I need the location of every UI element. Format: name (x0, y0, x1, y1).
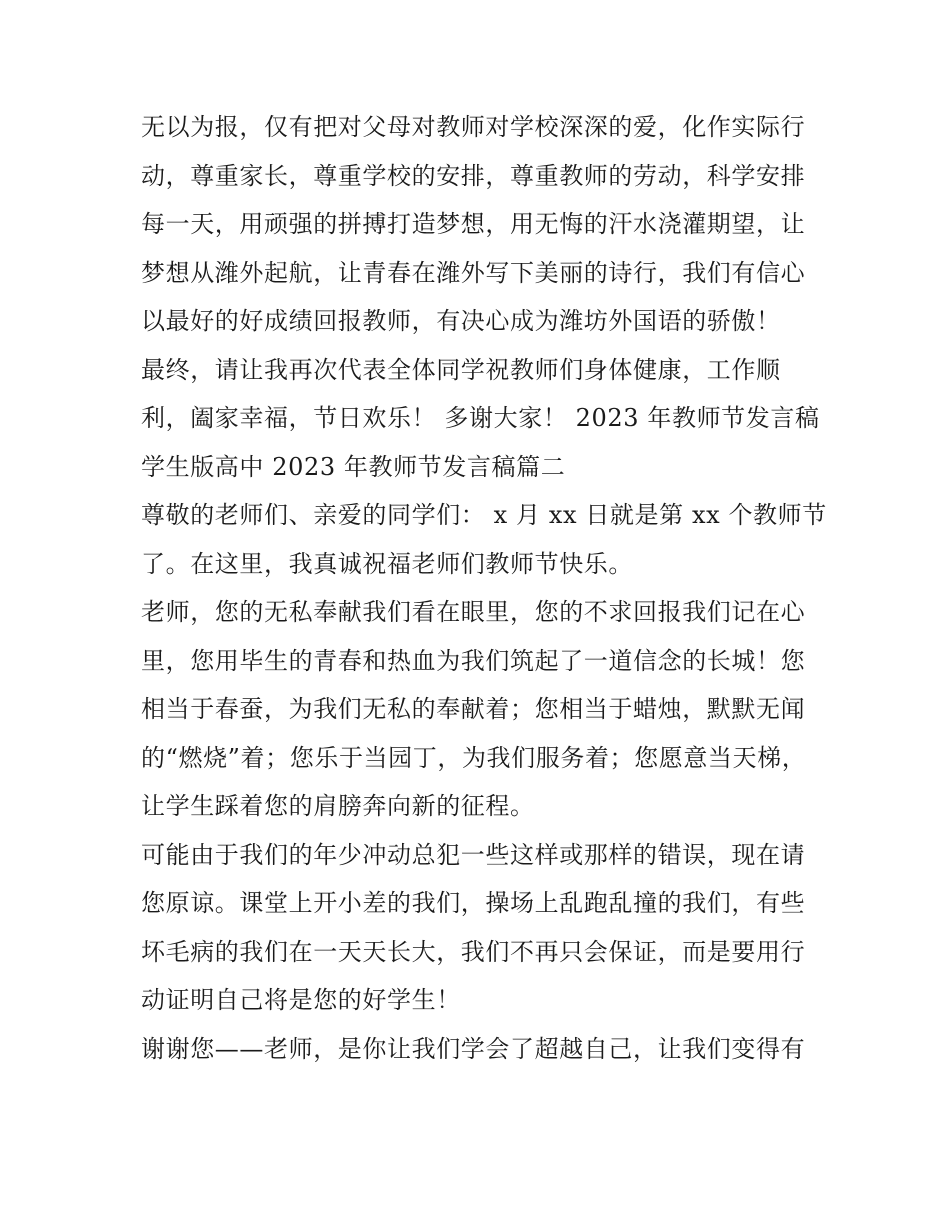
text-line: 了。在这里，我真诚祝福老师们教师节快乐。 (141, 549, 633, 578)
text-line: 尊敬的老师们、亲爱的同学们： x 月 xx 日就是第 xx 个教师节 (141, 501, 827, 529)
text-line: 动证明自己将是您的好学生！ (141, 986, 461, 1014)
text-line: 里，您用毕生的青春和热血为我们筑起了一道信念的长城！您 (141, 646, 806, 675)
text-line: 谢谢您——老师，是你让我们学会了超越自己，让我们变得有 (141, 1034, 806, 1063)
text-line: 以最好的好成绩回报教师，有决心成为潍坊外国语的骄傲！ (141, 307, 781, 335)
text-line: 的“燃烧”着；您乐于当园丁，为我们服务着；您愿意当天梯， (141, 743, 807, 772)
text-line: 可能由于我们的年少冲动总犯一些这样或那样的错误，现在请 (141, 840, 806, 869)
text-line: 您原谅。课堂上开小差的我们，操场上乱跑乱撞的我们，有些 (141, 889, 806, 917)
text-line: 每一天，用顽强的拼搏打造梦想，用无悔的汗水浇灌期望，让 (141, 210, 806, 238)
text-line: 学生版高中 2023 年教师节发言稿篇二 (141, 452, 566, 481)
text-line: 利，阖家幸福，节日欢乐！ 多谢大家！ 2023 年教师节发言稿 (141, 404, 820, 432)
text-line: 最终，请让我再次代表全体同学祝教师们身体健康，工作顺 (141, 355, 781, 384)
text-line: 无以为报，仅有把对父母对教师对学校深深的爱，化作实际行 (141, 113, 806, 141)
text-line: 老师，您的无私奉献我们看在眼里，您的不求回报我们记在心 (141, 598, 806, 626)
text-line: 让学生踩着您的肩膀奔向新的征程。 (141, 792, 535, 820)
document-body (141, 103, 831, 1073)
text-line: 梦想从潍外起航，让青春在潍外写下美丽的诗行，我们有信心 (141, 258, 806, 287)
text-line: 坏毛病的我们在一天天长大，我们不再只会保证，而是要用行 (141, 937, 806, 966)
text-line: 动，尊重家长，尊重学校的安排，尊重教师的劳动，科学安排 (141, 161, 806, 190)
text-line: 相当于春蚕，为我们无私的奉献着；您相当于蜡烛，默默无闻 (141, 695, 806, 723)
